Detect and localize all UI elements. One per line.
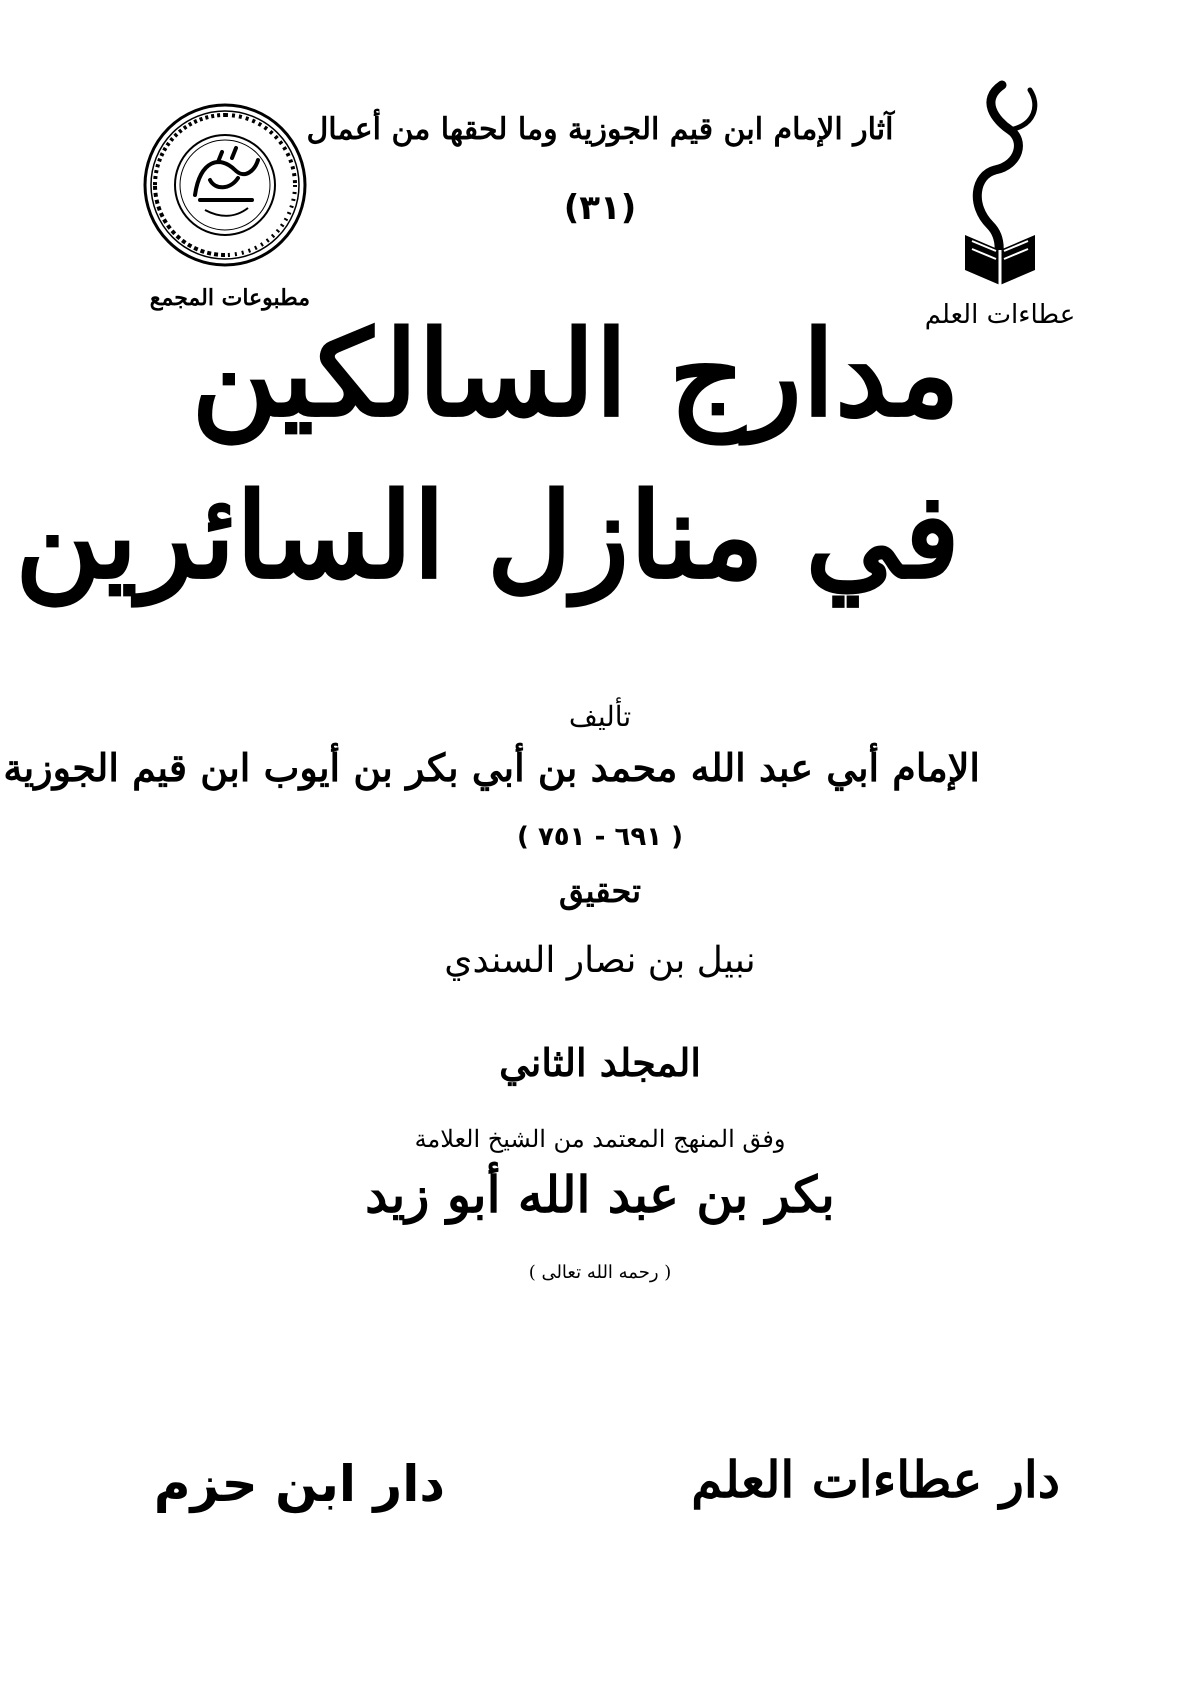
author-name: الإمام أبي عبد الله محمد بن أبي بكر بن أيوب ابن قيم الجوزية — [3, 745, 980, 790]
publisher-dar-ibn-hazm: دار ابن حزم — [153, 1455, 445, 1513]
series-number: (٣١) — [563, 188, 637, 228]
book-title-line-2: في منازل السائرين — [15, 466, 960, 605]
prayer-line: ( رحمه الله تعالى ) — [528, 1262, 672, 1283]
academy-seal-icon — [140, 100, 310, 270]
authorship-label: تأليف — [568, 700, 632, 733]
methodology-line: وفق المنهج المعتمد من الشيخ العلامة — [414, 1125, 786, 1153]
volume-label: المجلد الثاني — [499, 1040, 701, 1085]
series-title: آثار الإمام ابن قيم الجوزية وما لحقها من أعمال — [306, 112, 894, 147]
ataat-al-ilm-caption: عطاءات العلم — [924, 300, 1076, 330]
author-dates: ( ٦٩١ - ٧٥١ ) — [517, 822, 683, 852]
book-title-line-1: مدارج السالكين — [191, 304, 960, 443]
academy-publications-caption: مطبوعات المجمع — [149, 285, 310, 311]
publisher-dar-ataat-al-ilm: دار عطاءات العلم — [691, 1450, 1060, 1509]
scholar-name: بكر بن عبد الله أبو زيد — [365, 1165, 835, 1224]
editor-name: نبيل بن نصار السندي — [444, 940, 756, 981]
pen-and-book-logo-icon — [940, 75, 1060, 295]
editing-label: تحقيق — [558, 872, 642, 910]
